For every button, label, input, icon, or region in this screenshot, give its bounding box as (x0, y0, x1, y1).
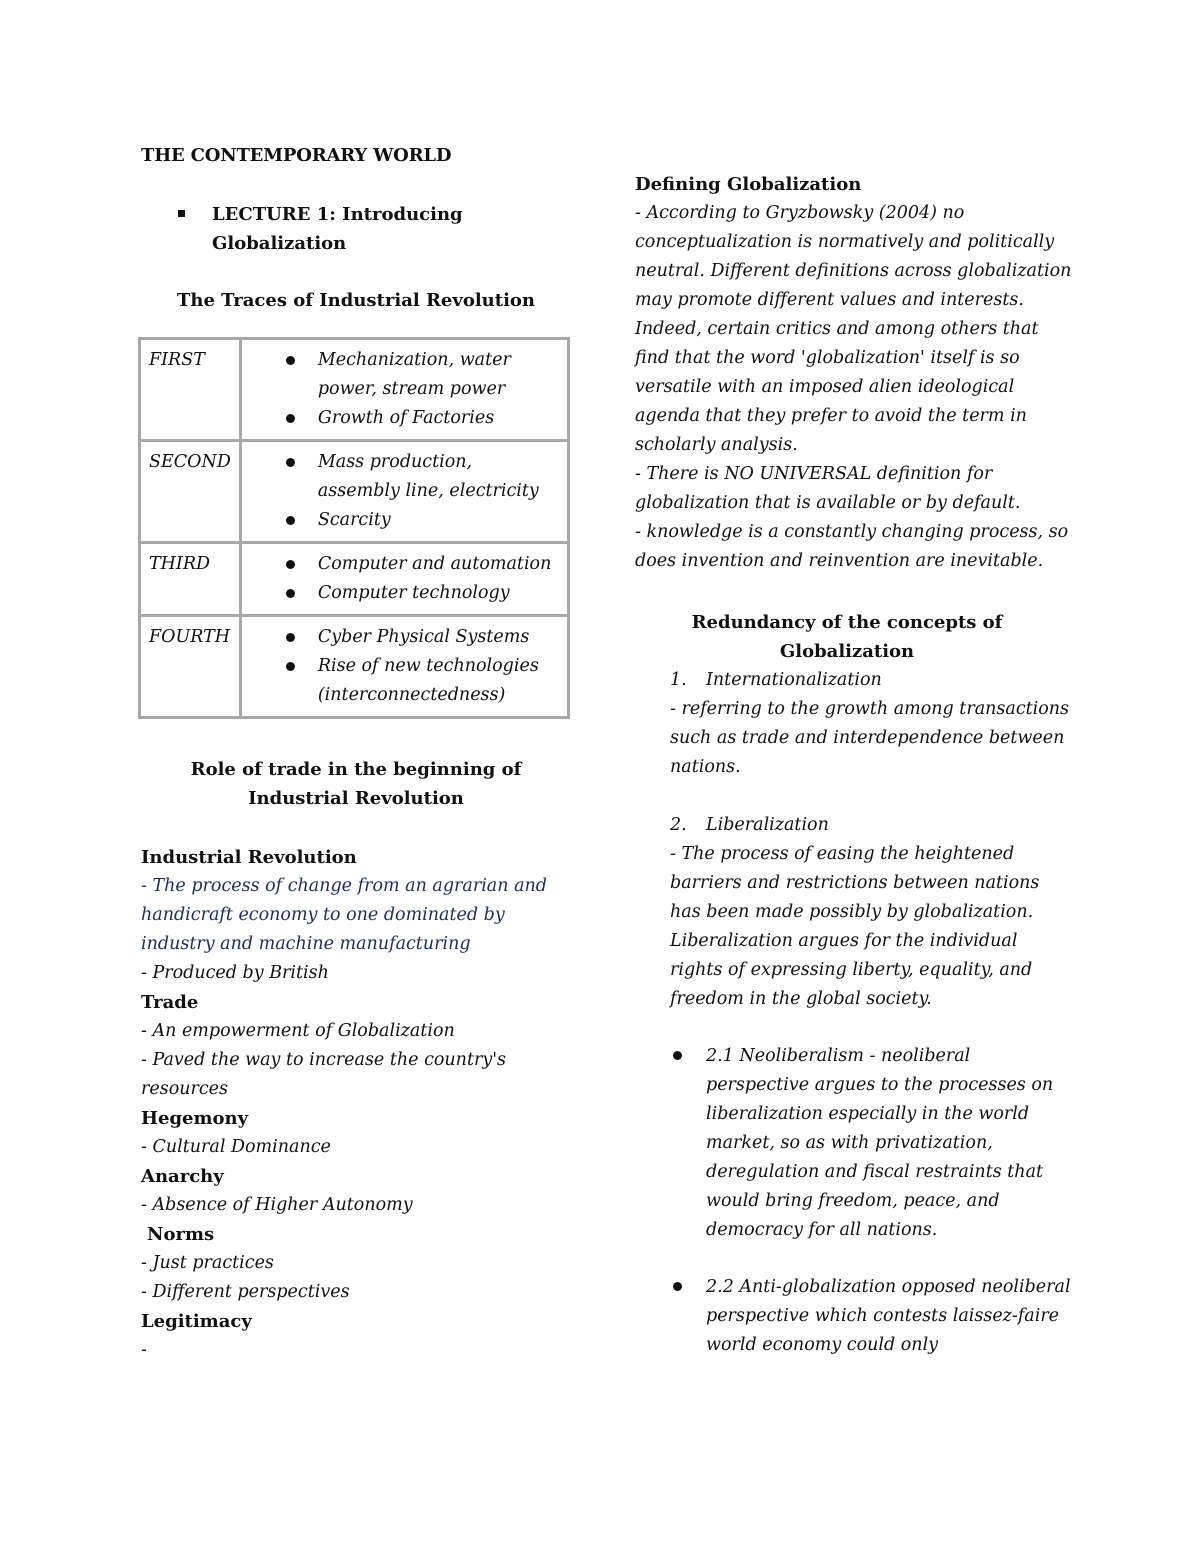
defining-paragraph: - According to Gryzbowsky (2004) no conceptualization is normatively and politically neutral. Different definitions across globalization may promote different values and interests. Indeed, certain critics and among others that find that the word 'globalization' itself is so versatile with an imposed alien ideological agenda that they prefer to avoid the term in scholarly analysis. (635, 203, 1072, 455)
item-title: Internationalization (706, 670, 882, 690)
numbered-item (635, 666, 1075, 695)
left-column (141, 142, 581, 1365)
item-description: - The process of easing the heightened barriers and restrictions between nations has been made possibly by globalization. Liberalization argues for the individual rights of expressing liberty, equality, and freedom in the global society. (670, 844, 1040, 1009)
document-title: THE CONTEMPORARY WORLD (141, 145, 452, 166)
term-definition: - Cultural Dominance (141, 1137, 331, 1157)
term-definition: - Absence of Higher Autonomy (141, 1195, 413, 1215)
term-definition: - Different perspectives (141, 1282, 350, 1302)
era-cell: FOURTH (140, 616, 241, 718)
right-column (635, 170, 1075, 1360)
term-definition: - The process of change from an agrarian and handicraft economy to one dominated by industry and machine manufacturing (141, 876, 547, 954)
terms-section (141, 843, 581, 1365)
term-heading: Norms (147, 1224, 215, 1245)
term-heading: Hegemony (141, 1108, 249, 1129)
traces-heading: The Traces of Industrial Revolution (176, 290, 536, 311)
lecture-heading (141, 200, 512, 258)
table-row (140, 441, 569, 543)
lecture-label: LECTURE 1: Introducing Globalization (212, 204, 463, 254)
list-item: Growth of Factories (250, 404, 559, 433)
items-cell (240, 616, 568, 718)
numbered-item (635, 811, 1075, 840)
bullet-item: 2.1 Neoliberalism - neoliberal perspective argues to the processes on liberalization especially in the world market, so as with privatization, deregulation and fiscal restraints that would bring freedom, peace, and democracy for all nations. (635, 1042, 1075, 1245)
role-heading: Role of trade in the beginning of Industrial Revolution (190, 759, 522, 809)
table-row (140, 543, 569, 616)
term-heading: Anarchy (141, 1166, 224, 1187)
list-item: Cyber Physical Systems (250, 623, 559, 652)
list-item: Computer and automation (250, 550, 559, 579)
list-item: Scarcity (250, 506, 559, 535)
term-definition: - Paved the way to increase the country's resources (141, 1050, 507, 1099)
term-heading: Industrial Revolution (141, 847, 357, 868)
items-cell (240, 441, 568, 543)
bullet-item: 2.2 Anti-globalization opposed neoliberal perspective which contests laissez-faire world economy could only (635, 1273, 1075, 1360)
defining-heading: Defining Globalization (635, 174, 862, 195)
defining-paragraph: - knowledge is a constantly changing process, so does invention and reinvention are inevitable. (635, 522, 1069, 571)
item-title: Liberalization (706, 815, 829, 835)
defining-paragraph: - There is NO UNIVERSAL definition for globalization that is available or by default. (635, 464, 1021, 513)
list-item: Mechanization, water power, stream power (250, 346, 559, 404)
table-row (140, 339, 569, 441)
term-definition: - Produced by British (141, 963, 329, 983)
square-bullet-icon (178, 210, 185, 217)
term-heading: Trade (141, 992, 199, 1013)
era-cell: THIRD (140, 543, 241, 616)
revolutions-table (138, 337, 570, 719)
list-item: Mass production, assembly line, electricity (250, 448, 559, 506)
item-description: - referring to the growth among transactions such as trade and interdependence between nations. (670, 699, 1070, 777)
term-definition: - (141, 1340, 147, 1360)
list-item: Computer technology (250, 579, 559, 608)
term-heading: Legitimacy (141, 1311, 252, 1332)
table-row (140, 616, 569, 718)
era-cell: SECOND (140, 441, 241, 543)
item-number: 2. (670, 815, 687, 835)
term-definition: - Just practices (141, 1253, 274, 1273)
items-cell (240, 543, 568, 616)
term-definition: - An empowerment of Globalization (141, 1021, 455, 1041)
redundancy-heading: Redundancy of the concepts of Globalization (691, 612, 1003, 662)
items-cell (240, 339, 568, 441)
era-cell: FIRST (140, 339, 241, 441)
list-item: Rise of new technologies (interconnectedness) (250, 652, 559, 710)
item-number: 1. (670, 670, 687, 690)
